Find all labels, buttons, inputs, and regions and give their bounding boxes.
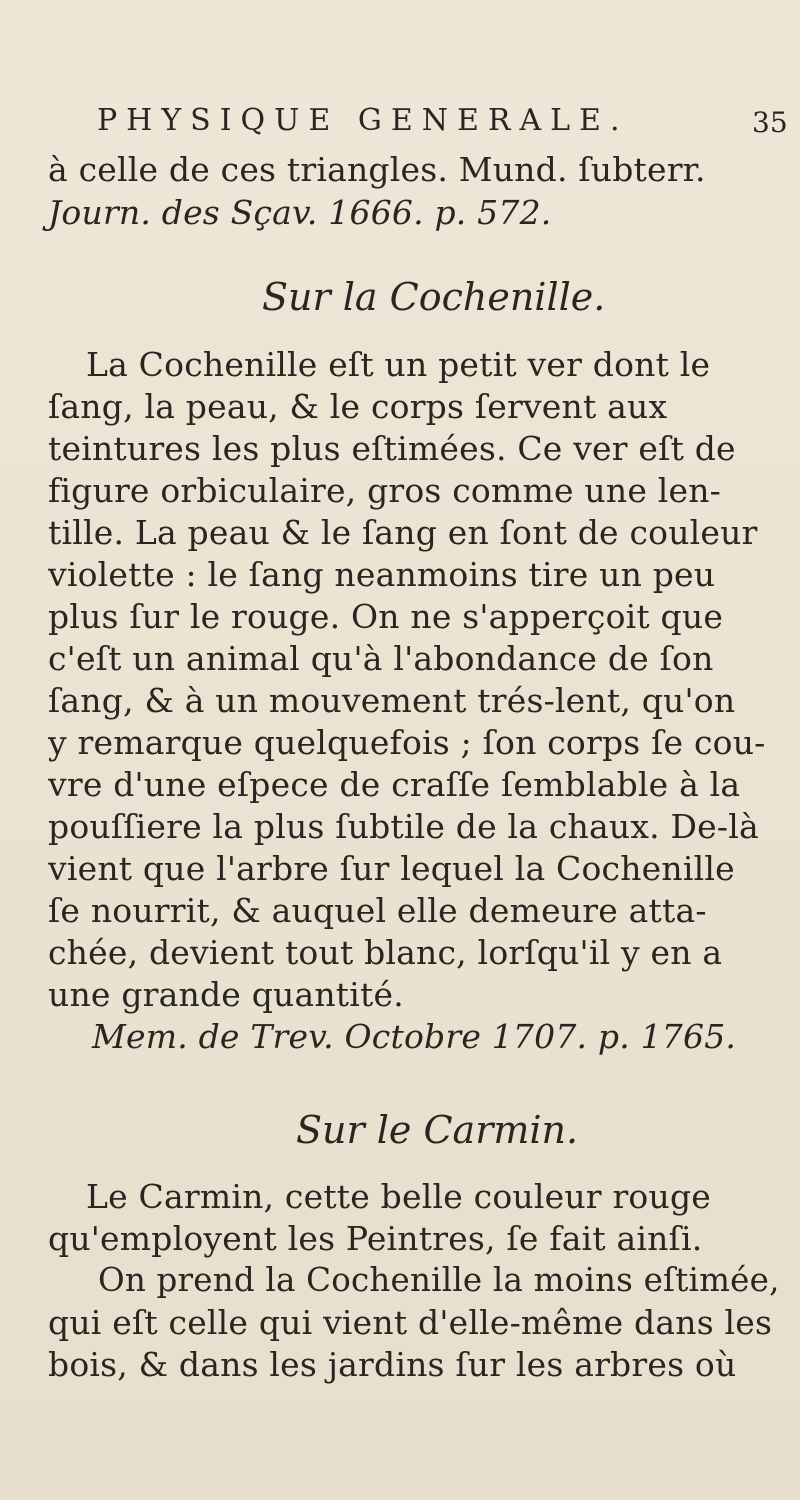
text-line: c'eſt un animal qu'à l'abondance de ſon (48, 639, 714, 678)
text-line: qu'employent les Peintres, ſe fait ainſi. (48, 1219, 703, 1258)
text-line: vient que l'arbre ſur lequel la Cochenille (48, 849, 735, 888)
reference-citation: Mem. de Trev. Octobre 1707. p. 1765. (92, 1017, 737, 1056)
text-line: figure orbiculaire, gros comme une len- (48, 471, 722, 510)
text-line: chée, devient tout blanc, lorſqu'il y en a (48, 933, 723, 972)
section-heading-carmin: Sur le Carmin. (296, 1108, 579, 1152)
text-line: y remarque quelquefois ; ſon corps ſe cou- (48, 723, 766, 762)
text-line: ſang, la peau, & le corps ſervent aux (48, 387, 668, 426)
text-line: bois, & dans les jardins ſur les arbres où (48, 1345, 737, 1384)
text-line: violette : le ſang neanmoins tire un peu (48, 555, 716, 594)
text-line: On prend la Cochenille la moins eſtimée, (98, 1261, 780, 1299)
text-line: vre d'une eſpece de craſſe ſemblable à la (48, 765, 741, 804)
section-heading-cochenille: Sur la Cochenille. (262, 275, 606, 319)
text-line: plus ſur le rouge. On ne s'apperçoit que (48, 597, 724, 636)
text-line: qui eſt celle qui vient d'elle-même dans les (48, 1303, 773, 1342)
page-number: 35 (752, 106, 788, 139)
text-line: une grande quantité. (48, 975, 404, 1014)
text-line: Le Carmin, cette belle couleur rouge (86, 1177, 711, 1216)
text-line: teintures les plus eſtimées. Ce ver eſt de (48, 429, 736, 468)
intro-line: à celle de ces triangles. Mund. ſubterr. (48, 150, 706, 189)
text-line: pouſſiere la plus ſubtile de la chaux. De-là (48, 807, 759, 846)
text-line: ſe nourrit, & auquel elle demeure atta- (48, 891, 707, 930)
running-title: PHYSIQUE GENERALE. (97, 103, 629, 138)
text-line: ſang, & à un mouvement trés-lent, qu'on (48, 681, 736, 720)
intro-citation: Journ. des Sçav. 1666. p. 572. (48, 193, 552, 232)
text-line: tille. La peau & le ſang en ſont de couleur (48, 513, 758, 552)
text-line: La Cochenille eſt un petit ver dont le (86, 345, 711, 384)
